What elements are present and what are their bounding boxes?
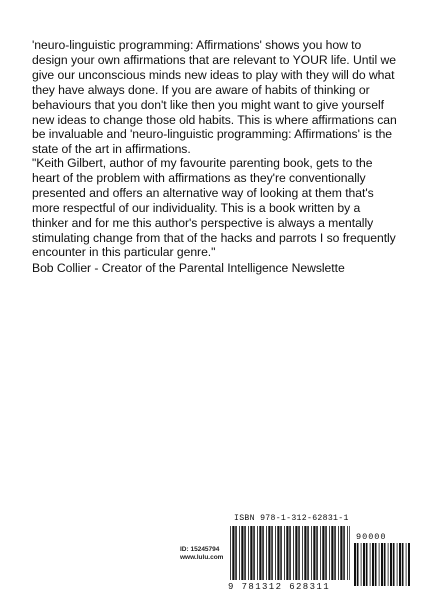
barcode-bar [262,526,264,580]
barcode-bar [381,543,383,586]
barcode-bar [257,526,258,580]
barcode-bar [338,526,339,580]
ean-barcode-bars [230,526,350,580]
barcode-bar [384,543,386,586]
barcode-bar [331,526,333,580]
barcode-bar [347,526,348,580]
barcode-bar [320,526,321,580]
addon-barcode-bars [354,543,410,586]
barcode-bar [388,543,389,586]
barcode-bar [307,526,309,580]
isbn-barcode [228,514,412,598]
barcode-bar [334,526,336,580]
barcode-bar [302,526,303,580]
barcode-bar [363,543,365,586]
publisher-id: ID: 15245794 [180,546,220,553]
barcode-bar [266,526,267,580]
barcode-bar [311,526,312,580]
barcode-bar [316,526,318,580]
barcode-bar [349,526,350,580]
barcode-bar [241,526,243,580]
barcode-bar [375,543,377,586]
barcode-bar [232,526,234,580]
barcode-bar [235,526,237,580]
barcode-bar [280,526,282,580]
barcode-bar [239,526,240,580]
barcode-bar [284,526,285,580]
barcode-bar [357,543,359,586]
barcode-bar [343,526,345,580]
publisher-site: www.lulu.com [180,554,224,561]
barcode-bar [304,526,306,580]
barcode-bar [372,543,374,586]
barcode-bar [277,526,279,580]
ean-digits: 9 781312 628311 [228,582,331,592]
barcode-bar [259,526,261,580]
barcode-bar [361,543,362,586]
barcode-bar [248,526,249,580]
barcode-bar [244,526,246,580]
barcode-bar [397,543,398,586]
barcode-bar [298,526,300,580]
barcode-bar [329,526,330,580]
barcode-bar [325,526,327,580]
testimonial-attribution: Bob Collier - Creator of the Parental Intelligence Newslette [32,261,345,275]
barcode-bar [275,526,276,580]
barcode-bar [250,526,252,580]
barcode-bar [402,543,404,586]
description-paragraph: 'neuro-linguistic programming: Affirmations' shows you how to design your own affirmations that are relevant to YOUR life. Until we give our unconscious minds new ideas to play with they will do what they have always done. If you are aware of habits of thinking or behaviours that you don't like then you might want to give yourself new ideas to change those old habits. This is where affirmations can be invaluable and 'neuro-linguistic programming: Affirmations' is the state of the art in affirmations. [32,38,397,157]
barcode-bar [379,543,380,586]
barcode-bar [366,543,368,586]
barcode-bar [393,543,395,586]
barcode-bar [408,543,410,586]
barcode-bar [268,526,270,580]
barcode-bar [406,543,407,586]
publisher-info [180,546,223,562]
barcode-bar [322,526,324,580]
barcode-bar [340,526,342,580]
isbn-label: ISBN 978-1-312-62831-1 [234,514,349,523]
barcode-bar [286,526,288,580]
barcode-bar [354,543,356,586]
barcode-bar [370,543,371,586]
barcode-bar [253,526,255,580]
barcode-bar [271,526,273,580]
barcode-bar [399,543,401,586]
testimonial-quote: "Keith Gilbert, author of my favourite parenting book, gets to the heart of the problem with affirmations as they're conventionally presented and offers an alternative way of looking at them that's more respectful of our individuality. This is a book written by a thinker and for me this author's perspective is always a mentally stimulating change from that of the hacks and parrots I so frequently encounter in this particular genre." [32,156,396,260]
barcode-bar [293,526,294,580]
barcode-bar [313,526,315,580]
barcode-bar [230,526,231,580]
barcode-bar [289,526,291,580]
addon-code: 90000 [356,532,387,542]
barcode-bar [295,526,297,580]
barcode-bar [390,543,392,586]
